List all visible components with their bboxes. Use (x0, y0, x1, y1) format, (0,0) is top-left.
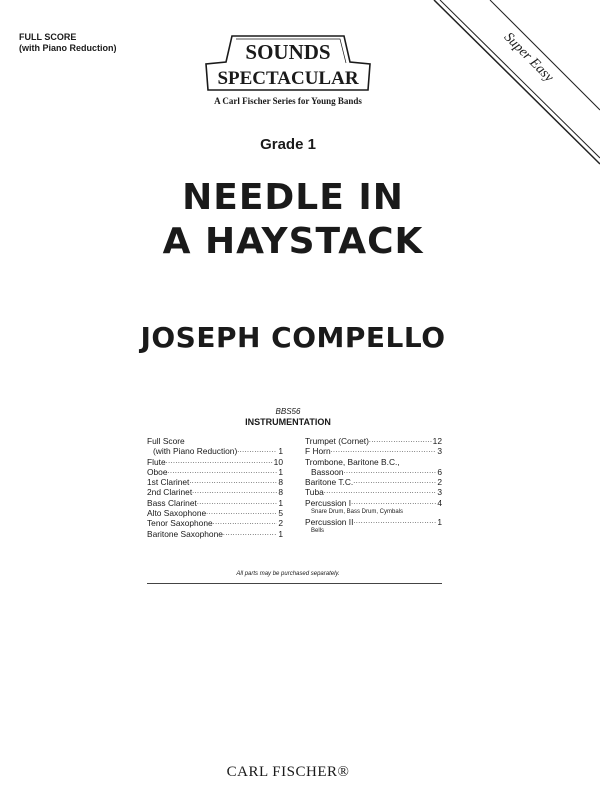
instrument-qty: 8 (278, 477, 283, 488)
leader-dots (192, 487, 277, 497)
grade-level: Grade 1 (260, 136, 316, 153)
instrument-name: Bass Clarinet (147, 497, 197, 508)
instrument-name: Alto Saxophone (147, 508, 207, 519)
instrument-name: Percussion II (305, 517, 354, 528)
instrument-qty: 2 (437, 477, 442, 488)
leader-dots (344, 467, 437, 477)
instrument-name: Trombone, Baritone B.C., (305, 456, 400, 467)
title-line1: NEEDLE IN (182, 177, 404, 218)
instrument-qty: 3 (437, 487, 442, 498)
parts-note: All parts may be purchased separately. (236, 571, 340, 577)
instrument-name: 1st Clarinet (147, 477, 190, 488)
leader-dots (324, 487, 437, 497)
instrument-row (305, 457, 442, 467)
instrument-row (147, 508, 283, 518)
instrument-qty: 6 (437, 466, 442, 477)
difficulty-banner (412, 0, 600, 190)
leader-dots (206, 508, 277, 518)
banner-graphic (412, 0, 600, 190)
instrument-qty: 2 (278, 518, 283, 529)
score-type-line1: FULL SCORE (19, 32, 77, 42)
leader-dots (351, 498, 436, 508)
instrument-name: F Horn (305, 446, 331, 457)
instrument-row (147, 467, 283, 477)
instrument-name: Full Score (147, 436, 185, 446)
piece-title (100, 176, 486, 264)
instrument-name: Oboe (147, 466, 168, 477)
leader-dots (369, 436, 432, 446)
catalog-number: BBS56 (275, 407, 301, 416)
composer-name: JOSEPH COMPELLO (140, 321, 446, 354)
instrument-qty: 1 (278, 466, 283, 477)
instrument-row (305, 477, 442, 487)
instrument-qty: 10 (273, 456, 283, 467)
instrumentation-heading: INSTRUMENTATION (245, 417, 331, 427)
instrument-name: Baritone T.C. (305, 477, 354, 488)
instrument-name: Percussion I (305, 497, 352, 508)
instrument-name: Tenor Saxophone (147, 518, 213, 529)
logo-line2: SPECTACULAR (217, 68, 359, 89)
divider-rule (147, 583, 442, 584)
instrument-name: Tuba (305, 487, 324, 498)
instrument-qty: 3 (437, 446, 442, 457)
instrument-row (305, 446, 442, 456)
instrument-row (305, 517, 442, 527)
banner-label: Super Easy (500, 29, 557, 86)
leader-dots (189, 477, 277, 487)
instrumentation-left-column (147, 436, 283, 539)
instrument-row (305, 498, 442, 508)
leader-dots (353, 477, 436, 487)
instrument-row (147, 446, 283, 456)
instrument-qty: 5 (278, 508, 283, 519)
instrument-row (147, 457, 283, 467)
instrument-row (147, 529, 283, 539)
instrument-row (147, 498, 283, 508)
instrument-qty: 1 (278, 528, 283, 539)
leader-dots (353, 517, 436, 527)
instrument-qty: 1 (278, 497, 283, 508)
leader-dots (223, 529, 277, 539)
logo-line1: SOUNDS (245, 40, 331, 64)
instrument-name: Trumpet (Cornet) (305, 436, 369, 446)
instrument-qty: 1 (437, 517, 442, 528)
instrument-row (305, 487, 442, 497)
instrument-qty: 12 (432, 436, 442, 446)
instrument-qty: 4 (437, 497, 442, 508)
leader-dots (166, 457, 273, 467)
instrument-row (147, 518, 283, 528)
instrument-row (147, 477, 283, 487)
instrument-qty: 8 (278, 487, 283, 498)
leader-dots (213, 518, 278, 528)
publisher-name: CARL FISCHER® (226, 764, 350, 780)
leader-dots (197, 498, 278, 508)
leader-dots (331, 446, 437, 456)
instrument-qty: 1 (278, 446, 283, 457)
instrument-name: 2nd Clarinet (147, 487, 193, 498)
score-type (19, 32, 117, 54)
percussion1-note: Snare Drum, Bass Drum, Cymbals (311, 509, 404, 516)
instrument-row (147, 487, 283, 497)
instrument-name: Flute (147, 456, 166, 467)
leader-dots (168, 467, 278, 477)
leader-dots (237, 446, 277, 456)
instrument-row (305, 467, 442, 477)
series-tagline: A Carl Fischer Series for Young Bands (214, 96, 362, 106)
score-type-line2: (with Piano Reduction) (19, 43, 117, 53)
instrument-name: Baritone Saxophone (147, 528, 223, 539)
percussion2-note: Bells (311, 528, 325, 535)
instrument-name: (with Piano Reduction) (153, 446, 238, 457)
title-line2: A HAYSTACK (162, 221, 424, 262)
instrument-row (305, 436, 442, 446)
instrument-row (147, 436, 283, 446)
instrument-name: Bassoon (311, 466, 344, 477)
instrumentation-right-column (305, 436, 442, 536)
